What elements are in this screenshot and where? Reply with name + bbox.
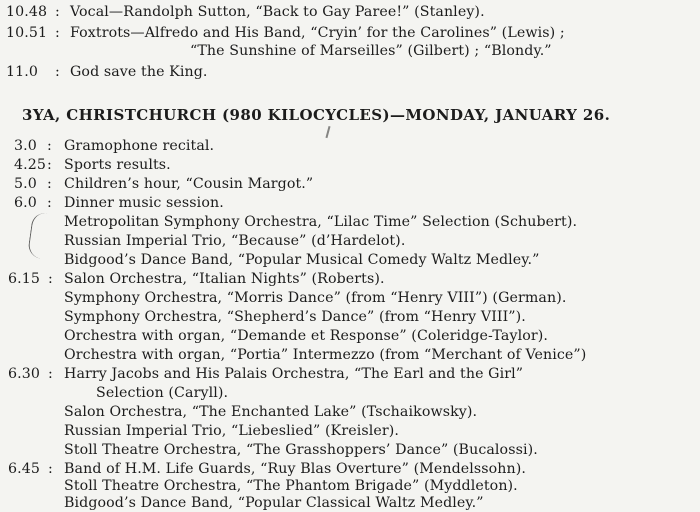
entry-colon: :: [48, 366, 53, 382]
listing-item: Orchestra with organ, “Demande et Response” (Coleridge-Taylor).: [64, 328, 548, 344]
listing-item: Stoll Theatre Orchestra, “The Grasshoppers’ Dance” (Bucalossi).: [64, 442, 538, 458]
entry-text: Children’s hour, “Cousin Margot.”: [64, 176, 314, 192]
entry-colon: :: [47, 195, 52, 211]
entry-text: Band of H.M. Life Guards, “Ruy Blas Overture” (Mendelssohn).: [64, 461, 527, 477]
entry-text: God save the King.: [70, 64, 208, 80]
entry-time: 10.51: [6, 25, 48, 41]
listing-continuation: Selection (Caryll).: [96, 385, 229, 401]
entry-time: 11.0: [6, 64, 38, 80]
listing-entry: [14, 137, 694, 155]
listing-entry: [6, 24, 696, 42]
listing-item: Russian Imperial Trio, “Liebeslied” (Kreisler).: [64, 423, 400, 439]
listing-entry: [6, 3, 696, 21]
entry-time: 3.0: [14, 138, 37, 154]
listing-item: Metropolitan Symphony Orchestra, “Lilac Time” Selection (Schubert).: [64, 214, 578, 230]
listing-entry: [8, 460, 694, 478]
listing-continuation: “The Sunshine of Marseilles” (Gilbert) ; “Blondy.”: [190, 43, 552, 59]
entry-time: 5.0: [14, 176, 37, 192]
entry-time: 6.0: [14, 195, 37, 211]
listing-item: Symphony Orchestra, “Shepherd’s Dance” (from “Henry VIII”).: [64, 309, 526, 325]
listing-entry: [8, 365, 694, 383]
entry-time: 6.45: [8, 461, 40, 477]
entry-time: 4.25: [14, 157, 46, 173]
listing-entry: [14, 175, 694, 193]
entry-colon: :: [55, 64, 60, 80]
entry-colon: :: [48, 271, 53, 287]
listing-item: Symphony Orchestra, “Morris Dance” (from “Henry VIII”) (German).: [64, 290, 567, 306]
listing-entry: [8, 270, 694, 288]
entry-text: Vocal—Randolph Sutton, “Back to Gay Paree!” (Stanley).: [70, 4, 485, 20]
entry-colon: :: [47, 157, 52, 173]
entry-colon: :: [47, 138, 52, 154]
listing-item: Bidgood’s Dance Band, “Popular Musical Comedy Waltz Medley.”: [64, 252, 540, 268]
entry-time: 6.30: [8, 366, 40, 382]
entry-time: 6.15: [8, 271, 40, 287]
listing-entry: [14, 156, 694, 174]
entry-colon: :: [55, 4, 60, 20]
entry-text: Foxtrots—Alfredo and His Band, “Cryin’ for the Carolines” (Lewis) ;: [70, 25, 565, 41]
listing-item: Russian Imperial Trio, “Because” (d’Hardelot).: [64, 233, 406, 249]
station-heading: 3YA, CHRISTCHURCH (980 KILOCYCLES)—MONDAY, JANUARY 26.: [22, 106, 611, 124]
entry-time: 10.48: [6, 4, 48, 20]
entry-colon: :: [55, 25, 60, 41]
entry-text: Gramophone recital.: [64, 138, 215, 154]
entry-text: Sports results.: [64, 157, 171, 173]
listing-item: Stoll Theatre Orchestra, “The Phantom Brigade” (Myddleton).: [64, 478, 518, 494]
entry-text: Dinner music session.: [64, 195, 224, 211]
listing-entry: [14, 194, 694, 212]
entry-colon: :: [48, 461, 53, 477]
entry-text: Harry Jacobs and His Palais Orchestra, “The Earl and the Girl”: [64, 366, 524, 382]
entry-text: Salon Orchestra, “Italian Nights” (Roberts).: [64, 271, 385, 287]
listing-item: Bidgood’s Dance Band, “Popular Classical Waltz Medley.”: [64, 495, 484, 511]
listing-item: Salon Orchestra, “The Enchanted Lake” (Tschaikowsky).: [64, 404, 478, 420]
entry-colon: :: [47, 176, 52, 192]
pencil-bracket-mark: [27, 211, 48, 259]
listing-entry: [6, 63, 696, 81]
listing-item: Orchestra with organ, “Portia” Intermezzo (from “Merchant of Venice”): [64, 347, 587, 363]
